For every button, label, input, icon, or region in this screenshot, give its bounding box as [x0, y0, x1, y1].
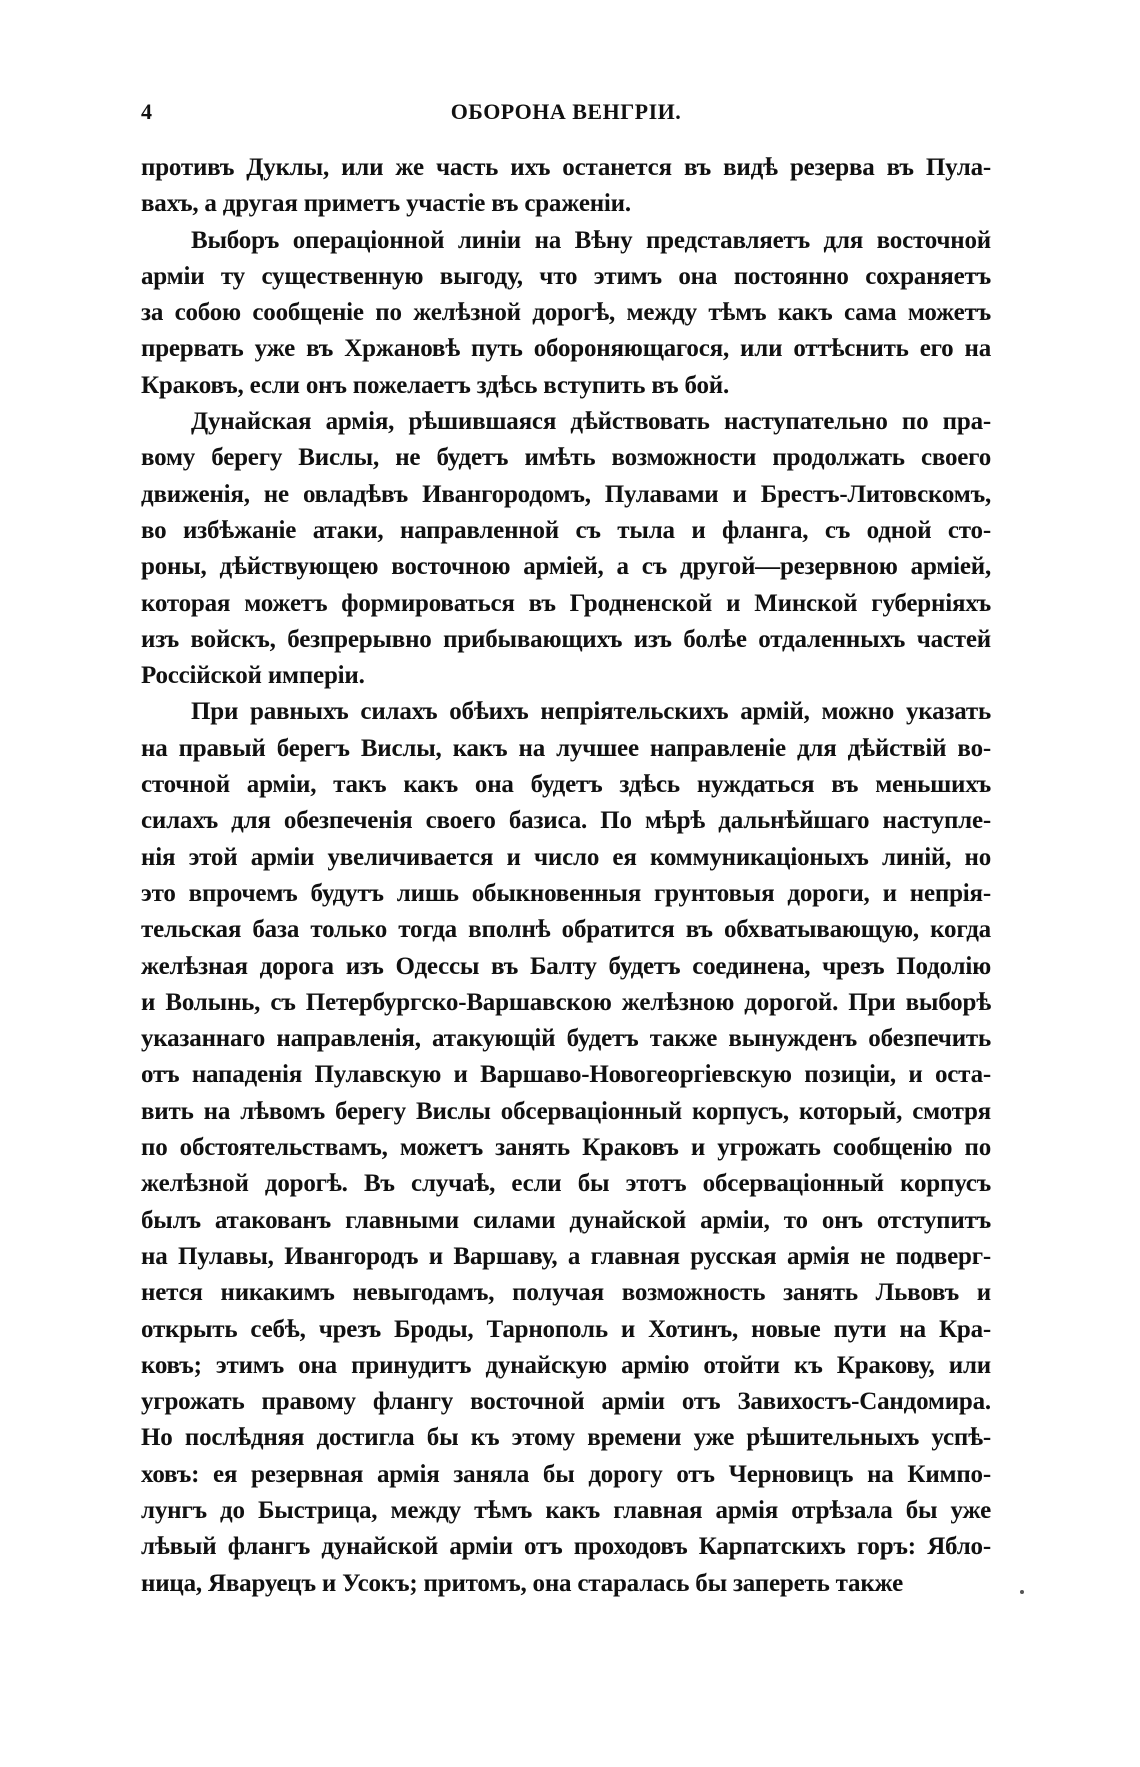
- text-line: Но послѣдняя достигла бы къ этому времени уже рѣшительныхъ успѣ-: [141, 1424, 991, 1452]
- text-line: открыть себѣ, чрезъ Броды, Тарнополь и Хотинъ, новые пути на Кра-: [141, 1315, 991, 1343]
- body-text: [141, 150, 991, 1602]
- text-line: ница, Яваруецъ и Усокъ; притомъ, она старалась бы запереть также: [141, 1569, 904, 1597]
- text-line: за собою сообщеніе по желѣзной дорогѣ, между тѣмъ какъ сама можетъ: [141, 299, 991, 327]
- text-line: на Пулавы, Ивангородъ и Варшаву, а главная русская армія не подверг-: [141, 1242, 991, 1270]
- text-line: Дунайская армія, рѣшившаяся дѣйствовать наступательно по пра-: [191, 408, 991, 436]
- text-line: вить на лѣвомъ берегу Вислы обсерваціонный корпусъ, который, смотря: [141, 1097, 991, 1125]
- text-line: противъ Дуклы, или же часть ихъ останется въ видѣ резерва въ Пула-: [141, 154, 991, 181]
- text-line: былъ атакованъ главными силами дунайской арміи, то онъ отступитъ: [141, 1206, 991, 1234]
- text-line: Краковъ, если онъ пожелаетъ здѣсь вступить въ бой.: [141, 371, 729, 399]
- text-line: по обстоятельствамъ, можетъ занять Краковъ и угрожать сообщенію по: [141, 1134, 991, 1162]
- text-line: Россійской имперіи.: [141, 662, 365, 690]
- text-line: арміи ту существенную выгоду, что этимъ она постоянно сохраняетъ: [141, 262, 991, 290]
- text-line: желѣзной дорогѣ. Въ случаѣ, если бы этотъ обсерваціонный корпусъ: [141, 1170, 991, 1198]
- paragraph: [141, 404, 991, 694]
- text-line: нія этой арміи увеличивается и число ея коммуникаціоныхъ линій, но: [141, 843, 991, 871]
- text-line: желѣзная дорога изъ Одессы въ Балту будетъ соединена, чрезъ Подолію: [141, 952, 991, 980]
- text-line: прервать уже въ Хржановѣ путь обороняющагося, или оттѣснить его на: [141, 335, 991, 363]
- text-line: силахъ для обезпеченія своего базиса. По мѣрѣ дальнѣйшаго наступле-: [141, 807, 991, 835]
- text-line: указаннаго направленія, атакующій будетъ также вынужденъ обезпечить: [141, 1025, 991, 1053]
- text-line: во избѣжаніе атаки, направленной съ тыла и фланга, съ одной сто-: [141, 516, 991, 544]
- text-line: лѣвый флангъ дунайской арміи отъ проходовъ Карпатскихъ горъ: Ябло-: [141, 1533, 991, 1561]
- margin-dot: [1020, 1590, 1024, 1594]
- page-number: 4: [141, 99, 152, 124]
- text-line: ховъ: ея резервная армія заняла бы дорогу отъ Черновицъ на Кимпо-: [141, 1460, 991, 1488]
- running-title: ОБОРОНА ВЕНГРІИ.: [450, 99, 682, 124]
- text-line: которая можетъ формироваться въ Гродненской и Минской губерніяхъ: [141, 589, 991, 617]
- text-line: тельская база только тогда вполнѣ обратится въ обхватывающую, когда: [141, 916, 991, 944]
- paragraph: [141, 694, 991, 1601]
- text-line: вахъ, а другая приметъ участіе въ сраженіи.: [141, 190, 631, 218]
- text-line: изъ войскъ, безпрерывно прибывающихъ изъ болѣе отдаленныхъ частей: [141, 625, 991, 653]
- text-line: При равныхъ силахъ обѣихъ непріятельскихъ армій, можно указать: [191, 698, 991, 726]
- running-head: [141, 95, 991, 129]
- text-line: лунгъ до Быстрица, между тѣмъ какъ главная армія отрѣзала бы уже: [141, 1496, 991, 1524]
- text-line: вому берегу Вислы, не будетъ имѣть возможности продолжать своего: [141, 444, 991, 472]
- text-line: отъ нападенія Пулавскую и Варшаво-Новогеоргіевскую позиціи, и оста-: [141, 1061, 991, 1089]
- text-line: на правый берегъ Вислы, какъ на лучшее направленіе для дѣйствій во-: [141, 734, 991, 762]
- text-line: движенія, не овладѣвъ Ивангородомъ, Пулавами и Брестъ-Литовскомъ,: [141, 480, 991, 508]
- paragraph: [141, 150, 991, 223]
- text-line: нется никакимъ невыгодамъ, получая возможность занять Львовъ и: [141, 1279, 991, 1307]
- text-line: роны, дѣйствующею восточною арміей, а съ другой—резервною арміей,: [141, 553, 991, 581]
- text-line: ковъ; этимъ она принудитъ дунайскую армію отойти къ Кракову, или: [141, 1351, 991, 1379]
- text-line: сточной арміи, такъ какъ она будетъ здѣсь нуждаться въ меньшихъ: [141, 771, 991, 799]
- paragraph: [141, 223, 991, 404]
- text-line: угрожать правому флангу восточной арміи отъ Завихостъ-Сандомира.: [141, 1388, 991, 1416]
- text-line: Выборъ операціонной линіи на Вѣну представляетъ для восточной: [191, 226, 991, 254]
- text-line: и Волынь, съ Петербургско-Варшавскою желѣзною дорогой. При выборѣ: [141, 988, 991, 1016]
- text-line: это впрочемъ будутъ лишь обыкновенныя грунтовыя дороги, и непрія-: [141, 879, 991, 907]
